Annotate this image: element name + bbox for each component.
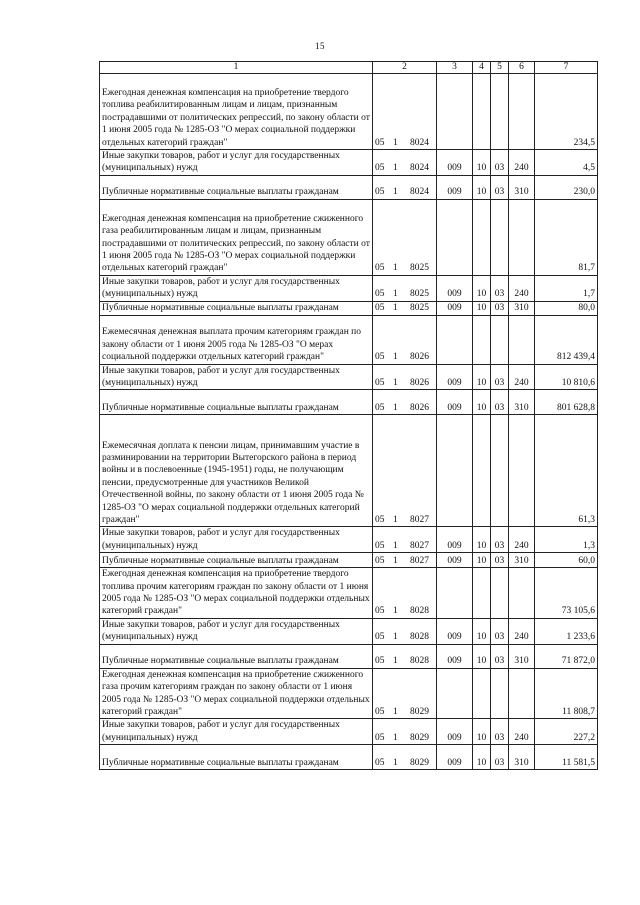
row-col6 bbox=[509, 668, 535, 719]
code-part: 8028 bbox=[410, 606, 429, 617]
code-part: 1 bbox=[393, 378, 398, 389]
row-amount: 71 872,0 bbox=[535, 644, 598, 668]
code-part: 8024 bbox=[410, 187, 429, 198]
row-code bbox=[373, 301, 437, 315]
code-part: 8026 bbox=[410, 352, 429, 363]
row-col4 bbox=[473, 668, 491, 719]
table-row bbox=[100, 745, 598, 770]
row-col5: 03 bbox=[491, 175, 509, 199]
code-part: 05 bbox=[375, 187, 385, 198]
row-description: Иные закупки товаров, работ и услуг для государственных (муниципальных) нужд bbox=[100, 527, 373, 553]
row-col4: 10 bbox=[473, 275, 491, 301]
row-col3 bbox=[437, 668, 473, 719]
row-amount: 61,3 bbox=[535, 415, 598, 527]
row-col4 bbox=[473, 415, 491, 527]
row-col4: 10 bbox=[473, 745, 491, 770]
row-code bbox=[373, 275, 437, 301]
row-col5: 03 bbox=[491, 719, 509, 745]
row-code bbox=[373, 568, 437, 619]
table-row bbox=[100, 568, 598, 619]
code-part: 1 bbox=[393, 555, 398, 566]
table-row bbox=[100, 315, 598, 364]
row-col5: 03 bbox=[491, 275, 509, 301]
row-col5 bbox=[491, 74, 509, 150]
row-description: Ежегодная денежная компенсация на приобретение твердого топлива прочим категориям граждан по закону области от 1 июня 2005 года № 1285-ОЗ "О мерах социальной поддержки отдельных категорий граждан" bbox=[100, 568, 373, 619]
row-col4 bbox=[473, 315, 491, 364]
code-part: 05 bbox=[375, 263, 385, 274]
row-description: Публичные нормативные социальные выплаты гражданам bbox=[100, 553, 373, 568]
row-col6: 310 bbox=[509, 175, 535, 199]
row-col6: 240 bbox=[509, 275, 535, 301]
header-cell: 5 bbox=[491, 62, 509, 74]
row-col6: 240 bbox=[509, 364, 535, 390]
row-col6: 310 bbox=[509, 390, 535, 415]
row-code bbox=[373, 719, 437, 745]
code-part: 8026 bbox=[410, 378, 429, 389]
row-code bbox=[373, 364, 437, 390]
row-description: Публичные нормативные социальные выплаты гражданам bbox=[100, 301, 373, 315]
code-part: 1 bbox=[393, 606, 398, 617]
row-col6: 240 bbox=[509, 527, 535, 553]
header-cell: 4 bbox=[473, 62, 491, 74]
row-col3: 009 bbox=[437, 275, 473, 301]
row-amount: 11 808,7 bbox=[535, 668, 598, 719]
table-row bbox=[100, 527, 598, 553]
row-description: Иные закупки товаров, работ и услуг для государственных (муниципальных) нужд bbox=[100, 150, 373, 176]
row-col5: 03 bbox=[491, 553, 509, 568]
row-col4: 10 bbox=[473, 150, 491, 176]
header-cell: 1 bbox=[100, 62, 373, 74]
row-amount: 1,3 bbox=[535, 527, 598, 553]
row-code bbox=[373, 199, 437, 275]
row-code bbox=[373, 74, 437, 150]
row-amount: 234,5 bbox=[535, 74, 598, 150]
code-part: 05 bbox=[375, 137, 385, 148]
row-code bbox=[373, 175, 437, 199]
code-part: 1 bbox=[393, 352, 398, 363]
row-col5: 03 bbox=[491, 618, 509, 644]
code-part: 1 bbox=[393, 289, 398, 300]
row-col5 bbox=[491, 199, 509, 275]
row-col3: 009 bbox=[437, 175, 473, 199]
code-part: 1 bbox=[393, 403, 398, 414]
code-part: 8028 bbox=[410, 632, 429, 643]
code-part: 05 bbox=[375, 352, 385, 363]
table-row bbox=[100, 415, 598, 527]
table-row bbox=[100, 644, 598, 668]
row-amount: 80,0 bbox=[535, 301, 598, 315]
row-description: Публичные нормативные социальные выплаты гражданам bbox=[100, 745, 373, 770]
row-description: Публичные нормативные социальные выплаты гражданам bbox=[100, 175, 373, 199]
row-col3: 009 bbox=[437, 364, 473, 390]
row-code bbox=[373, 553, 437, 568]
code-part: 8029 bbox=[410, 706, 429, 717]
row-amount: 60,0 bbox=[535, 553, 598, 568]
row-description: Публичные нормативные социальные выплаты гражданам bbox=[100, 390, 373, 415]
row-amount: 227,2 bbox=[535, 719, 598, 745]
row-amount: 801 628,8 bbox=[535, 390, 598, 415]
row-col3: 009 bbox=[437, 390, 473, 415]
code-part: 8025 bbox=[410, 303, 429, 314]
row-col3 bbox=[437, 568, 473, 619]
table-row bbox=[100, 719, 598, 745]
row-description: Ежегодная денежная компенсация на приобретение твердого топлива реабилитированным лицам и лицам, признанным пострадавшими от политических репрессий, по закону области от 1 июня 2005 года № 1285-ОЗ "О мерах социальной поддержки отдельных категорий граждан" bbox=[100, 74, 373, 150]
code-part: 1 bbox=[393, 263, 398, 274]
row-col4: 10 bbox=[473, 644, 491, 668]
header-cell: 6 bbox=[509, 62, 535, 74]
row-col4: 10 bbox=[473, 527, 491, 553]
row-description: Иные закупки товаров, работ и услуг для государственных (муниципальных) нужд bbox=[100, 618, 373, 644]
code-part: 1 bbox=[393, 137, 398, 148]
row-col5 bbox=[491, 315, 509, 364]
row-col3: 009 bbox=[437, 553, 473, 568]
row-col5: 03 bbox=[491, 364, 509, 390]
row-amount: 73 105,6 bbox=[535, 568, 598, 619]
row-col6 bbox=[509, 415, 535, 527]
header-cell: 7 bbox=[535, 62, 598, 74]
row-code bbox=[373, 415, 437, 527]
code-part: 1 bbox=[393, 187, 398, 198]
row-col6: 240 bbox=[509, 150, 535, 176]
table-row bbox=[100, 175, 598, 199]
row-amount: 10 810,6 bbox=[535, 364, 598, 390]
code-part: 1 bbox=[393, 706, 398, 717]
row-code bbox=[373, 150, 437, 176]
row-col4 bbox=[473, 568, 491, 619]
code-part: 05 bbox=[375, 540, 385, 551]
code-part: 05 bbox=[375, 606, 385, 617]
code-part: 8026 bbox=[410, 403, 429, 414]
row-col4: 10 bbox=[473, 301, 491, 315]
code-part: 8027 bbox=[410, 515, 429, 526]
row-col4: 10 bbox=[473, 364, 491, 390]
row-description: Ежемесячная доплата к пенсии лицам, принимавшим участие в разминировании на территории Вытегорского района в период войны и в послевоенные (1945-1951) годы, не получающим пенсии, предусмотренные для участников Великой Отечественной войны, по закону области от 1 июня 2005 года № 1285-ОЗ "О мерах социальной поддержки отдельных категорий граждан" bbox=[100, 415, 373, 527]
row-col4: 10 bbox=[473, 175, 491, 199]
row-col6 bbox=[509, 568, 535, 619]
row-description: Ежегодная денежная компенсация на приобретение сжиженного газа прочим категориям граждан по закону области от 1 июня 2005 года № 1285-ОЗ "О мерах социальной поддержки отдельных категорий граждан" bbox=[100, 668, 373, 719]
row-description: Ежемесячная денежная выплата прочим категориям граждан по закону области от 1 июня 2005 года № 1285-ОЗ "О мерах социальной поддержки отдельных категорий граждан" bbox=[100, 315, 373, 364]
row-code bbox=[373, 618, 437, 644]
row-col4: 10 bbox=[473, 618, 491, 644]
code-part: 05 bbox=[375, 656, 385, 667]
row-col4: 10 bbox=[473, 553, 491, 568]
table-row bbox=[100, 390, 598, 415]
code-part: 8027 bbox=[410, 555, 429, 566]
row-col3 bbox=[437, 199, 473, 275]
code-part: 8024 bbox=[410, 163, 429, 174]
code-part: 1 bbox=[393, 303, 398, 314]
row-col3 bbox=[437, 74, 473, 150]
code-part: 05 bbox=[375, 303, 385, 314]
code-part: 05 bbox=[375, 555, 385, 566]
code-part: 1 bbox=[393, 163, 398, 174]
row-amount: 11 581,5 bbox=[535, 745, 598, 770]
row-col5: 03 bbox=[491, 390, 509, 415]
row-amount: 1,7 bbox=[535, 275, 598, 301]
table-row bbox=[100, 275, 598, 301]
code-part: 8029 bbox=[410, 732, 429, 743]
row-code bbox=[373, 644, 437, 668]
code-part: 05 bbox=[375, 732, 385, 743]
row-col3: 009 bbox=[437, 301, 473, 315]
code-part: 05 bbox=[375, 632, 385, 643]
code-part: 1 bbox=[393, 757, 398, 768]
row-description: Иные закупки товаров, работ и услуг для государственных (муниципальных) нужд bbox=[100, 719, 373, 745]
row-amount: 81,7 bbox=[535, 199, 598, 275]
row-col6 bbox=[509, 315, 535, 364]
row-col3: 009 bbox=[437, 745, 473, 770]
row-code bbox=[373, 315, 437, 364]
row-col3: 009 bbox=[437, 618, 473, 644]
row-description: Ежегодная денежная компенсация на приобретение сжиженного газа реабилитированным лицам и лицам, признанным пострадавшими от политических репрессий, по закону области от 1 июня 2005 года № 1285-ОЗ "О мерах социальной поддержки отдельных категорий граждан" bbox=[100, 199, 373, 275]
table-body bbox=[100, 62, 598, 770]
row-col6: 310 bbox=[509, 644, 535, 668]
row-col6 bbox=[509, 74, 535, 150]
row-description: Иные закупки товаров, работ и услуг для государственных (муниципальных) нужд bbox=[100, 364, 373, 390]
code-part: 8025 bbox=[410, 263, 429, 274]
row-col4 bbox=[473, 199, 491, 275]
row-code bbox=[373, 527, 437, 553]
row-col3: 009 bbox=[437, 644, 473, 668]
row-col5: 03 bbox=[491, 301, 509, 315]
code-part: 8029 bbox=[410, 757, 429, 768]
table-row bbox=[100, 301, 598, 315]
row-amount: 4,5 bbox=[535, 150, 598, 176]
header-cell: 3 bbox=[437, 62, 473, 74]
row-col6: 240 bbox=[509, 618, 535, 644]
table-row bbox=[100, 668, 598, 719]
row-description: Публичные нормативные социальные выплаты гражданам bbox=[100, 644, 373, 668]
row-col5: 03 bbox=[491, 527, 509, 553]
code-part: 05 bbox=[375, 706, 385, 717]
row-code bbox=[373, 745, 437, 770]
row-col3 bbox=[437, 315, 473, 364]
row-amount: 812 439,4 bbox=[535, 315, 598, 364]
code-part: 1 bbox=[393, 540, 398, 551]
code-part: 8027 bbox=[410, 540, 429, 551]
code-part: 05 bbox=[375, 378, 385, 389]
row-col3 bbox=[437, 415, 473, 527]
row-amount: 1 233,6 bbox=[535, 618, 598, 644]
code-part: 8024 bbox=[410, 137, 429, 148]
row-col6: 310 bbox=[509, 301, 535, 315]
code-part: 1 bbox=[393, 632, 398, 643]
row-col4: 10 bbox=[473, 390, 491, 415]
budget-table bbox=[99, 61, 598, 770]
row-col4 bbox=[473, 74, 491, 150]
code-part: 8025 bbox=[410, 289, 429, 300]
row-col3: 009 bbox=[437, 719, 473, 745]
row-col6: 240 bbox=[509, 719, 535, 745]
row-col5: 03 bbox=[491, 644, 509, 668]
row-col5: 03 bbox=[491, 150, 509, 176]
row-col6: 310 bbox=[509, 553, 535, 568]
row-col5 bbox=[491, 668, 509, 719]
code-part: 1 bbox=[393, 656, 398, 667]
row-col5 bbox=[491, 415, 509, 527]
table-header-row bbox=[100, 62, 598, 74]
code-part: 05 bbox=[375, 403, 385, 414]
row-col3: 009 bbox=[437, 527, 473, 553]
code-part: 1 bbox=[393, 515, 398, 526]
table-row bbox=[100, 74, 598, 150]
row-col4: 10 bbox=[473, 719, 491, 745]
code-part: 05 bbox=[375, 515, 385, 526]
row-col6: 310 bbox=[509, 745, 535, 770]
table-row bbox=[100, 364, 598, 390]
row-description: Иные закупки товаров, работ и услуг для государственных (муниципальных) нужд bbox=[100, 275, 373, 301]
header-cell: 2 bbox=[373, 62, 437, 74]
row-amount: 230,0 bbox=[535, 175, 598, 199]
table-row bbox=[100, 150, 598, 176]
code-part: 05 bbox=[375, 757, 385, 768]
table-row bbox=[100, 199, 598, 275]
row-col3: 009 bbox=[437, 150, 473, 176]
table-row bbox=[100, 553, 598, 568]
row-col5: 03 bbox=[491, 745, 509, 770]
code-part: 1 bbox=[393, 732, 398, 743]
row-col5 bbox=[491, 568, 509, 619]
code-part: 8028 bbox=[410, 656, 429, 667]
code-part: 05 bbox=[375, 289, 385, 300]
row-code bbox=[373, 390, 437, 415]
row-col6 bbox=[509, 199, 535, 275]
row-code bbox=[373, 668, 437, 719]
code-part: 05 bbox=[375, 163, 385, 174]
page-number: 15 bbox=[315, 41, 325, 51]
table-row bbox=[100, 618, 598, 644]
